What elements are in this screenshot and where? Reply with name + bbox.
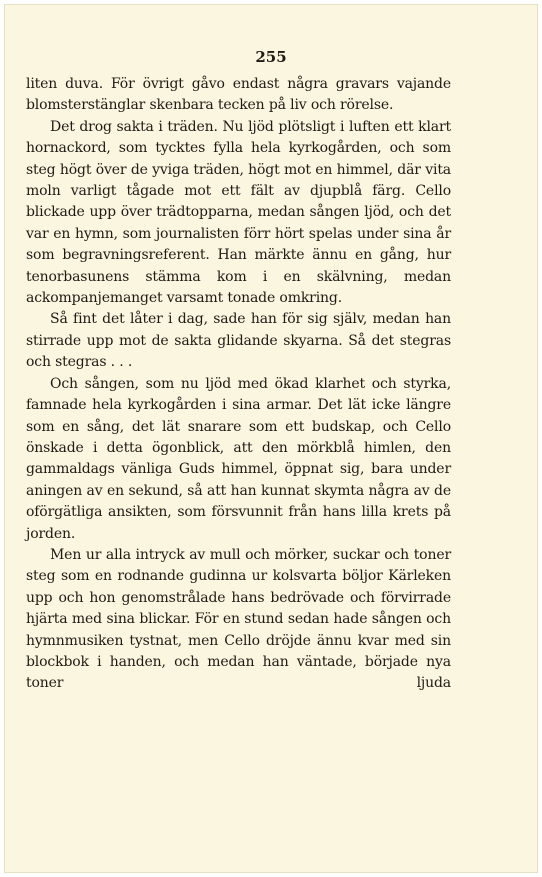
body-text: [26, 74, 451, 695]
paragraph: Det drog sakta i träden. Nu ljöd plötsligt i luften ett klart hornackord, som tycktes fylla hela kyrkogården, och som steg högt över de yviga träden, högt mot en himmel, där vita moln varligt tågade mot ett fält av djupblå färg. Cello blickade upp över trädtopparna, medan sången ljöd, och det var en hymn, som journalisten förr hört spelas under sina år som begravningsreferent. Han märkte ännu en gång, hur tenorbasunens stämma kom i en skälvning, medan ackompanjemanget varsamt tonade omkring.: [26, 118, 451, 307]
paragraph: Så fint det låter i dag, sade han för sig själv, medan han stirrade upp mot de sakta glidande skyarna. Så det stegras och stegras . . .: [26, 311, 451, 371]
page-number: 255: [255, 48, 287, 66]
paragraph: liten duva. För övrigt gåvo endast några gravars vajande blomsterstänglar skenbara tecken på liv och rörelse.: [26, 76, 451, 114]
paragraph: Men ur alla intryck av mull och mörker, suckar och toner steg som en rodnande gudinna ur kolsvarta böljor Kärleken upp och hon genomstrålade hans bedrövade och förvirrade hjärta med sina blickar. För en stund sedan hade sången och hymnmusiken tystnat, men Cello dröjde ännu kvar med sin blockbok i handen, och medan han väntade, började nya toner ljuda: [26, 546, 451, 692]
paragraph: Och sången, som nu ljöd med ökad klarhet och styrka, famnade hela kyrkogården i sina armar. Det lät icke längre som en sång, det lät snarare som ett budskap, och Cello önskade i detta ögonblick, att den mörkblå himlen, den gammaldags vänliga Guds himmel, öppnat sig, bara under aningen av en sekund, så att han kunnat skymta några av de oförgätliga ansikten, som försvunnit från hans lilla krets på jorden.: [26, 375, 451, 542]
book-page: [4, 4, 538, 873]
